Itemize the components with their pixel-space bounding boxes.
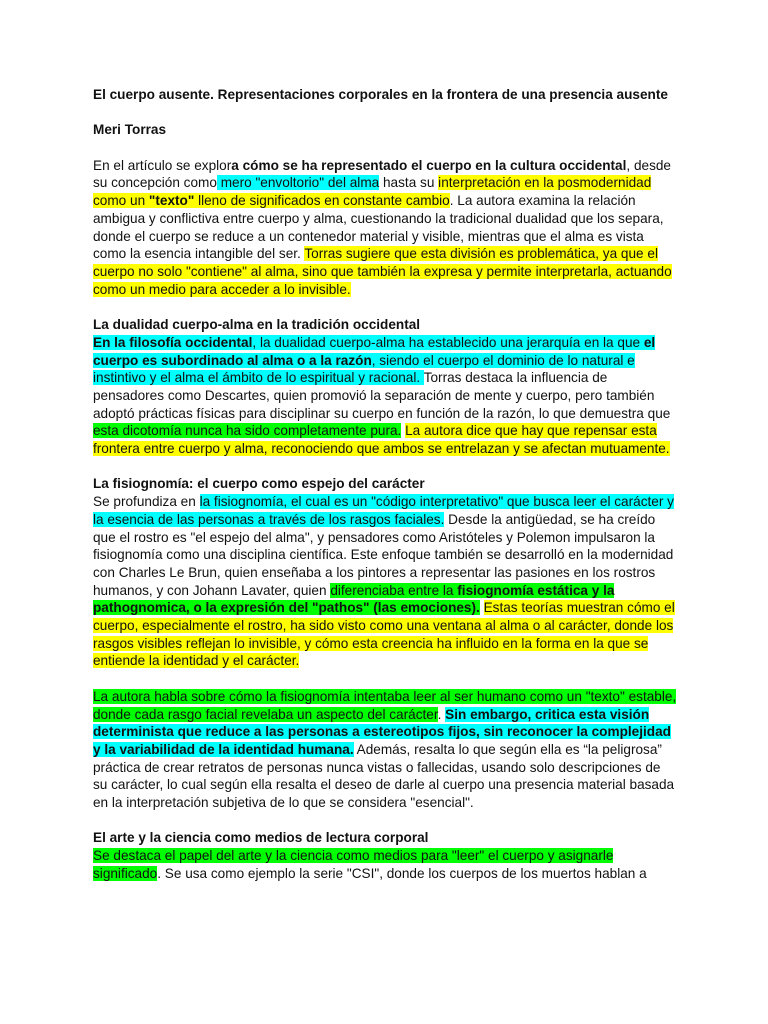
highlighted-text: Estas teorías muestran cómo el cuerpo, especialmente el rostro, ha sido visto como una ventana al alma o al carácter, donde los rasgos visibles reflejan lo invisible, y cómo esta creencia ha influido en la forma en la que se entiende la identidad y el carácter. [93,600,675,669]
highlighted-text: diferenciaba entre la [330,582,458,598]
highlighted-text: La autora habla sobre cómo la fisiognomía intentaba leer al ser humano como un "texto" estable, donde cada rasgo facial revelaba un aspecto del carácter [93,688,677,722]
intro-paragraph [93,157,678,299]
text-run: . La autora examina la relación ambigua y conflictiva entre cuerpo y alma, cuestionando la tradicional dualidad que los separa, donde el cuerpo se reduce a un contenedor material y visible, mientras que el alma es vista como la esencia intangible del ser. [93,193,664,262]
critica-paragraph [93,688,678,812]
text-run: Desde la antigüedad, se ha creído que el rostro es "el espejo del alma", y pensadores como Aristóteles y Polemon impulsaron la fisiognomía como una disciplina científica. Este enfoque también se desarrolló en la modernidad con Charles Le Brun, quien enseñaba a los pintores a representar las pasiones en los rostros humanos, y con Johann Lavater, quien [93,511,674,598]
highlighted-text: el cuerpo es subordinado al alma o a la razón [93,334,656,368]
text-run: En el artículo se explor [93,157,232,173]
text-run: Torras destaca la influencia de pensadores como Descartes, quien promovió la separación de mente y cuerpo, pero también adoptó prácticas físicas para disciplinar su cuerpo en función de la razón, lo que demuestra que [93,370,671,421]
document-author: Meri Torras [93,122,167,138]
highlighted-text: interpretación en la posmodernidad como un [93,175,652,209]
spacer [93,298,678,316]
spacer [93,104,678,122]
highlighted-text: la fisiognomía, el cual es un "código interpretativo" que busca leer el carácter y la esencia de las personas a través de los rasgos faciales. [93,494,674,527]
highlighted-text: Torras sugiere que esta división es problemática, ya que el cuerpo no solo "contiene" al alma, sino que también la expresa y permite interpretarla, actuando como un medio para acceder a lo invisible. [93,246,672,297]
text-run: . [437,706,446,722]
spacer [93,812,678,830]
text-run: hasta su [379,175,439,191]
highlighted-text: mero "envoltorio" del alma [216,175,380,191]
text-run: . Se usa como ejemplo la serie "CSI", donde los cuerpos de los muertos hablan a [157,865,647,881]
document-title: El cuerpo ausente. Representaciones corporales en la frontera de una presencia ausente [93,87,668,102]
highlighted-text: , la dualidad cuerpo-alma ha establecido una jerarquía en la que [252,334,644,350]
highlighted-text: lleno de significados en constante cambio [194,193,450,209]
section-heading-dualidad: La dualidad cuerpo-alma en la tradición occidental [93,317,421,333]
highlighted-text: Sin embargo, critica esta visión determinista que reduce a las personas a estereotipos fijos, sin reconocer la complejidad y la variabilidad de la identidad humana. [93,706,671,757]
text-run: Se profundiza en [93,494,200,510]
section-heading-arte-ciencia: El arte y la ciencia como medios de lectura corporal [93,830,429,846]
highlighted-text: "texto" [148,193,195,209]
highlighted-text: La autora dice que hay que repensar esta frontera entre cuerpo y alma, reconociendo que ambos se entrelazan y se afectan mutuamente. [93,423,670,457]
spacer [93,139,678,157]
text-run: a cómo se ha representado el cuerpo en la cultura occidental [231,157,627,173]
highlighted-text: esta dicotomía nunca ha sido completamente pura. [93,423,402,439]
highlighted-text: fisiognomía estática y la pathognomica, o la expresión del "pathos" (las emociones). [93,582,615,616]
highlighted-text: En la filosofía occidental [93,334,253,350]
highlighted-text: , siendo el cuerpo el dominio de lo natural e instintivo y el alma el ámbito de lo espiritual y racional. [93,352,635,386]
text-run: Además, resalta lo que según ella es “la peligrosa” práctica de crear retratos de personas nunca vistas o fallecidas, usando solo descripciones de su carácter, lo cual según ella resalta el deseo de darle al cuerpo una presencia material basada en la interpretación subjetiva de lo que se considera "esencial". [93,741,675,811]
section-heading-fisiognomia: La fisiognomía: el cuerpo como espejo del carácter [93,476,425,492]
spacer [93,458,678,476]
highlighted-text: Se destaca el papel del arte y la ciencia como medios para "leer" el cuerpo y asignarle significado [93,848,614,881]
dualidad-paragraph [93,334,678,458]
spacer [93,670,678,688]
text-run: , desde su concepción como [93,157,671,191]
fisiognomia-paragraph [93,493,678,670]
arte-ciencia-paragraph [93,847,678,882]
